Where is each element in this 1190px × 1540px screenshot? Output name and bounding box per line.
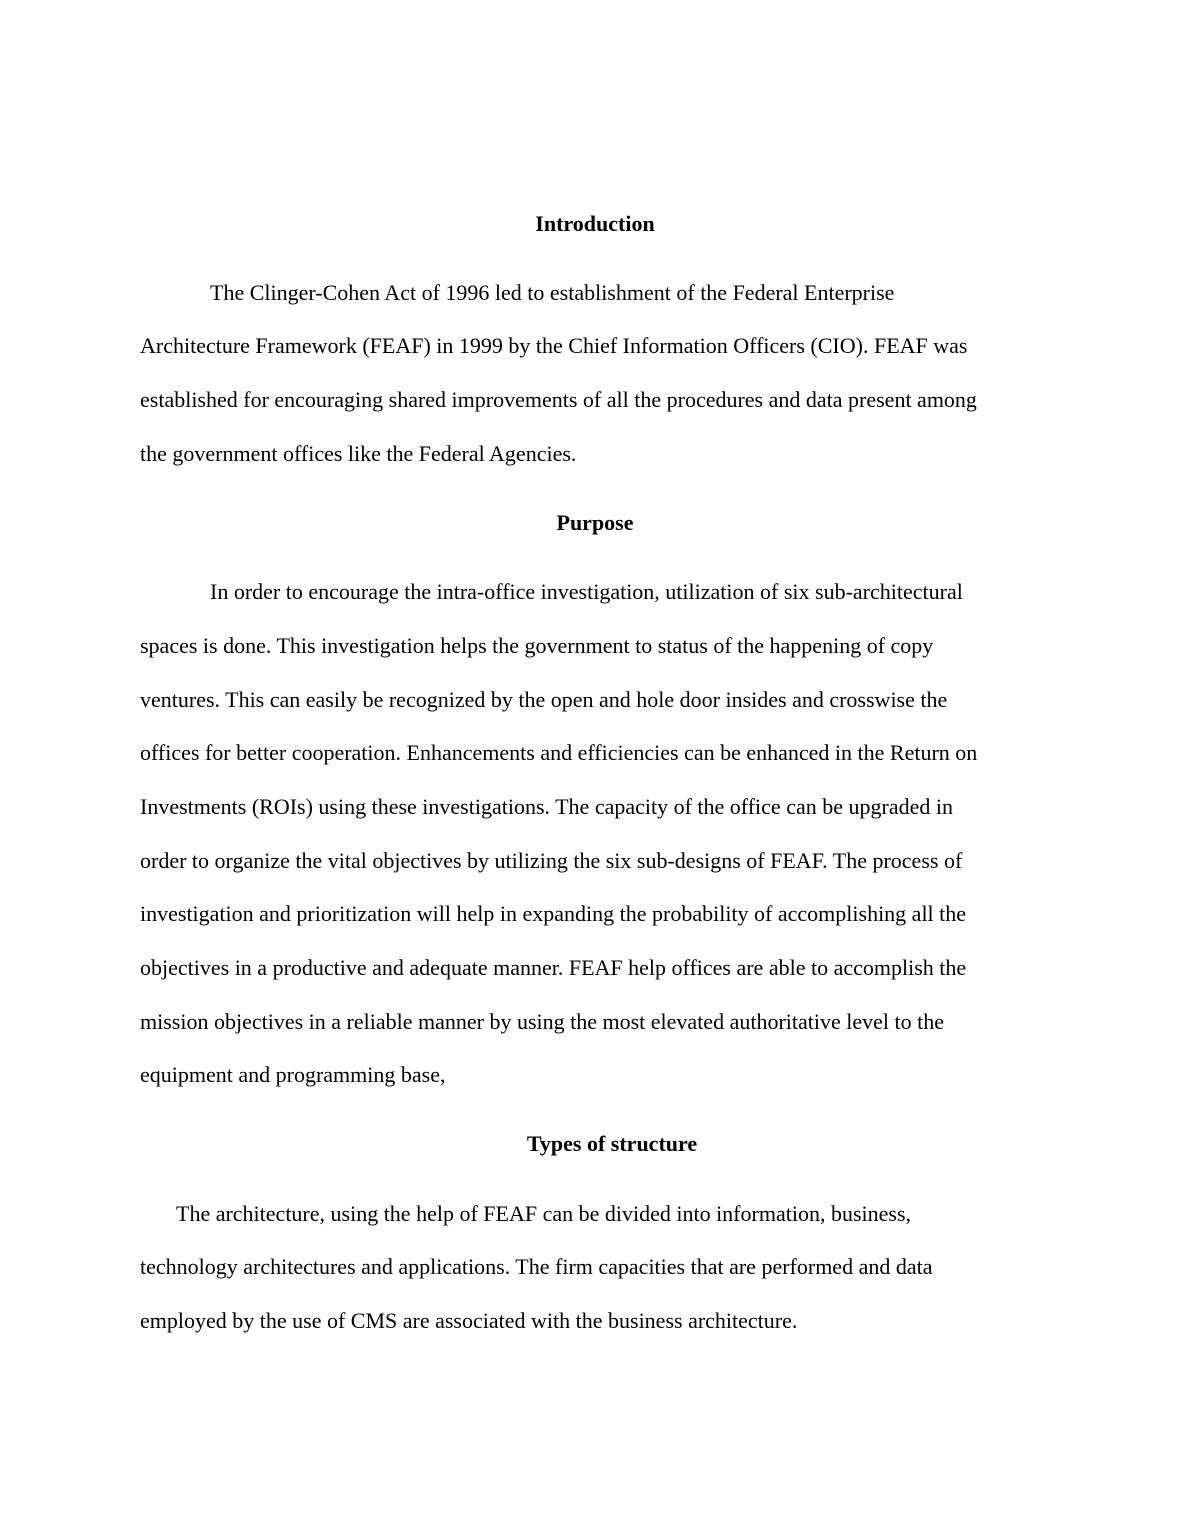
heading-purpose: Purpose [556,510,634,535]
paragraph-line: the government offices like the Federal Agencies. [140,441,577,466]
paragraph-line: investigation and prioritization will help in expanding the probability of accomplishing all the [140,901,967,926]
paragraph-line: In order to encourage the intra-office investigation, utilization of six sub-architectural [210,579,963,604]
paragraph-line: order to organize the vital objectives by utilizing the six sub-designs of FEAF. The process of [140,848,963,873]
paragraph-line: ventures. This can easily be recognized by the open and hole door insides and crosswise the [140,687,948,712]
paragraph-line: objectives in a productive and adequate manner. FEAF help offices are able to accomplish the [140,955,967,980]
paragraph-line: Architecture Framework (FEAF) in 1999 by the Chief Information Officers (CIO). FEAF was [140,333,968,358]
heading-introduction: Introduction [535,211,655,236]
paragraph-line: established for encouraging shared improvements of all the procedures and data present among [140,387,977,412]
paragraph-line: equipment and programming base, [140,1062,446,1087]
paragraph-line: mission objectives in a reliable manner by using the most elevated authoritative level to the [140,1009,944,1034]
paragraph-line: offices for better cooperation. Enhancements and efficiencies can be enhanced in the Return on [140,740,978,765]
paragraph-line: The architecture, using the help of FEAF can be divided into information, business, [176,1201,912,1226]
paragraph-line: technology architectures and applications. The firm capacities that are performed and data [140,1254,933,1279]
heading-types-of-structure: Types of structure [526,1131,698,1156]
paragraph-line: employed by the use of CMS are associated with the business architecture. [140,1308,798,1333]
paragraph-line: The Clinger-Cohen Act of 1996 led to establishment of the Federal Enterprise [210,280,895,305]
paragraph-line: Investments (ROIs) using these investigations. The capacity of the office can be upgraded in [140,794,953,819]
paragraph-line: spaces is done. This investigation helps the government to status of the happening of copy [140,633,934,658]
